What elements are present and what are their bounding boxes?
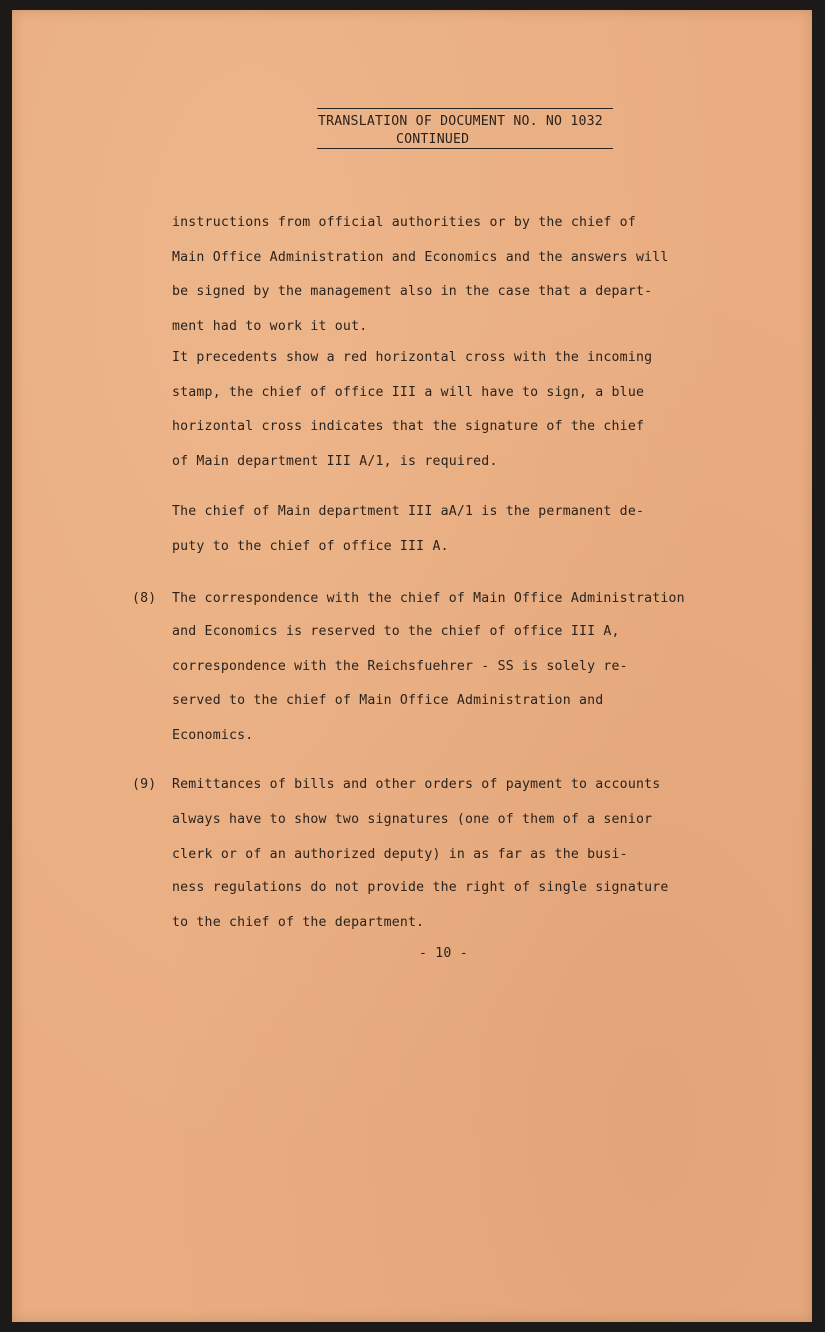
text-line: Economics. [172,728,254,743]
text-line: stamp, the chief of office III a will have to sign, a blue [172,385,645,400]
paragraph-number: (9) [132,777,157,792]
text-line: horizontal cross indicates that the signature of the chief [172,419,645,434]
text-line: and Economics is reserved to the chief of office III A, [172,624,620,639]
text-line: correspondence with the Reichsfuehrer - SS is solely re- [172,659,628,674]
page-number: - 10 - [419,946,468,961]
text-line: instructions from official authorities or by the chief of [172,215,636,230]
text-line: Main Office Administration and Economics and the answers will [172,250,669,265]
header-rule-bottom [317,148,613,149]
text-line: clerk or of an authorized deputy) in as far as the busi- [172,847,628,862]
text-line: The correspondence with the chief of Main Office Administration [172,591,685,606]
text-line: be signed by the management also in the case that a depart- [172,284,653,299]
document-title: TRANSLATION OF DOCUMENT NO. NO 1032 [318,114,603,129]
paragraph-number: (8) [132,591,157,606]
text-line: The chief of Main department III aA/1 is the permanent de- [172,504,645,519]
text-line: puty to the chief of office III A. [172,539,449,554]
text-line: ment had to work it out. [172,319,368,334]
text-line: always have to show two signatures (one of them of a senior [172,812,653,827]
text-line: served to the chief of Main Office Administration and [172,693,604,708]
header-rule-top [317,108,613,109]
text-line: It precedents show a red horizontal cross with the incoming [172,350,653,365]
document-subtitle: CONTINUED [396,132,470,147]
text-line: ness regulations do not provide the right of single signature [172,880,669,895]
text-line: of Main department III A/1, is required. [172,454,498,469]
text-line: to the chief of the department. [172,915,425,930]
text-line: Remittances of bills and other orders of payment to accounts [172,777,661,792]
document-page [12,10,812,1322]
